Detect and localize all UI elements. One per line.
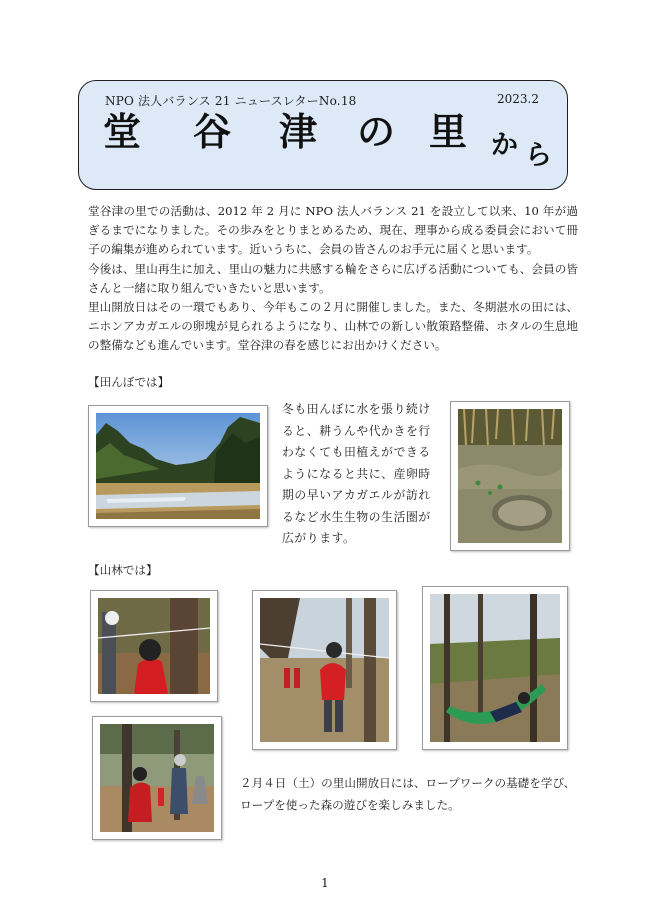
forest-rope-photo-1	[90, 590, 218, 702]
newsletter-org: NPO 法人バランス 21 ニュースレターNo.18	[105, 94, 357, 108]
title-char: の	[357, 110, 396, 154]
forest-rope-photo-2	[252, 590, 397, 750]
intro-paragraph: 里山開放日はその一環でもあり、今年もこの２月に開催しました。また、冬期湛水の田には、ニホンアカガエルの卵塊が見られるようになり、山林での新しい散策路整備、ホタルの生息地の整備なども進んでいます。堂谷津の春を感じにお出かけください。	[88, 300, 578, 353]
newsletter-date: 2023.2	[497, 92, 539, 106]
title-char: 堂	[103, 110, 142, 154]
rice-field-photo	[88, 405, 268, 527]
title-char: 里	[429, 110, 468, 154]
intro-paragraph: 堂谷津の里での活動は、2012 年 2 月に NPO 法人バランス 21 を設立して以来、10 年が過ぎるまでになりました。その歩みをとりまとめるため、現在、理事から成る委員会において冊子の編集が進められています。近いうちに、会員の皆さんのお手元に届くと思います。	[88, 204, 578, 257]
forest-section-label: 【山林では】	[88, 563, 158, 577]
title-char-small: ら	[525, 140, 552, 171]
page-number: 1	[321, 876, 329, 890]
rice-section-label: 【田んぼでは】	[88, 375, 170, 389]
intro-text	[88, 202, 578, 356]
forest-section-caption: ２月４日（土）の里山開放日には、ロープワークの基礎を学び、ロープを使った森の遊びを楽しみました。	[240, 776, 576, 812]
title-char: 谷	[193, 110, 232, 154]
title-char: 津	[279, 110, 318, 154]
intro-paragraph: 今後は、里山再生に加え、里山の魅力に共感する輪をさらに広げる活動についても、会員の皆さんと一緒に取り組んでいきたいと思います。	[88, 261, 578, 295]
forest-rope-photo-3	[92, 716, 222, 840]
forest-hammock-photo	[422, 586, 568, 750]
rice-section-text: 冬も田んぼに水を張り続けると、耕うんや代かきを行わなくても田植えができるようになると共に、産卵時期の早いアカガエルが訪れるなど水生生物の生活圏が広がります。	[282, 402, 431, 545]
title-char-small: か	[491, 130, 518, 161]
newsletter-header	[78, 80, 568, 190]
frog-egg-photo	[450, 401, 570, 551]
